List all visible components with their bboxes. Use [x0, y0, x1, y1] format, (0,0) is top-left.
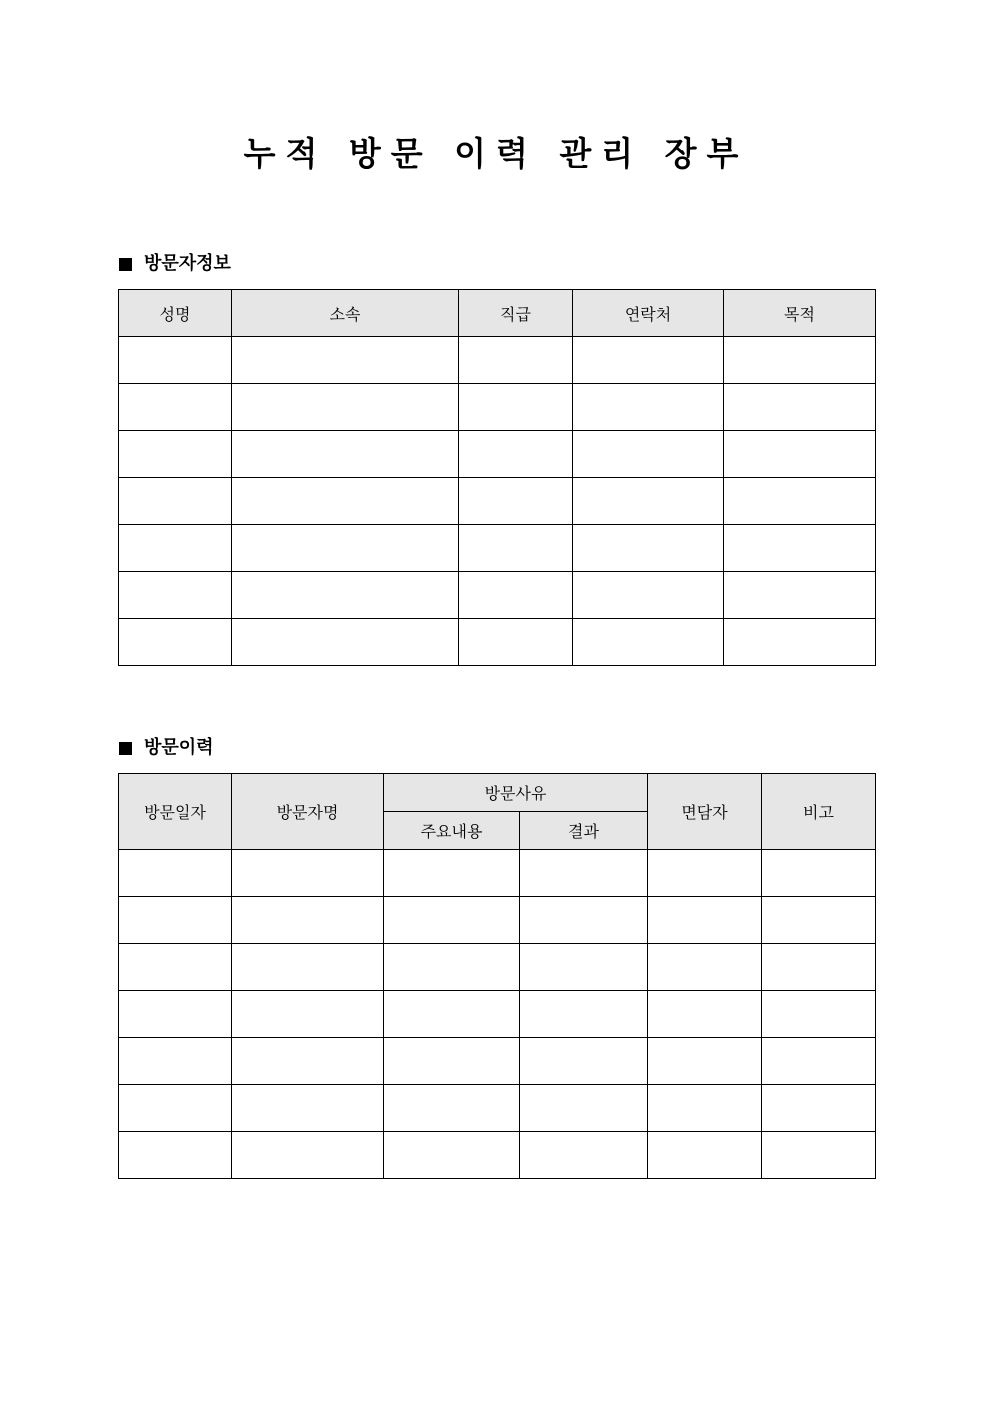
table-cell[interactable] [724, 478, 876, 525]
table-cell[interactable] [384, 1132, 520, 1179]
column-header-visit-date: 방문일자 [119, 774, 232, 850]
table-cell[interactable] [520, 850, 648, 897]
table-row [119, 431, 876, 478]
table-row [119, 384, 876, 431]
table-cell[interactable] [648, 1038, 762, 1085]
table-cell[interactable] [520, 897, 648, 944]
table-row [119, 1132, 876, 1179]
table-cell[interactable] [762, 991, 876, 1038]
table-cell[interactable] [232, 525, 459, 572]
table-row [119, 525, 876, 572]
table-cell[interactable] [520, 1132, 648, 1179]
table-row [119, 944, 876, 991]
table-cell[interactable] [232, 850, 384, 897]
table-cell[interactable] [119, 384, 232, 431]
table-row [119, 572, 876, 619]
table-cell[interactable] [520, 944, 648, 991]
table-cell[interactable] [459, 525, 573, 572]
table-cell[interactable] [232, 897, 384, 944]
table-cell[interactable] [762, 850, 876, 897]
table-cell[interactable] [232, 991, 384, 1038]
table-cell[interactable] [119, 1038, 232, 1085]
table-cell[interactable] [232, 944, 384, 991]
table-cell[interactable] [520, 991, 648, 1038]
table-cell[interactable] [459, 572, 573, 619]
table-cell[interactable] [119, 431, 232, 478]
table-cell[interactable] [573, 478, 724, 525]
table-cell[interactable] [232, 337, 459, 384]
visitor-info-heading [119, 252, 231, 276]
table-cell[interactable] [573, 384, 724, 431]
table-row [119, 991, 876, 1038]
table-cell[interactable] [724, 525, 876, 572]
table-cell[interactable] [762, 1085, 876, 1132]
table-cell[interactable] [573, 572, 724, 619]
document-title: 누적 방문 이력 관리 장부 [243, 134, 749, 173]
table-row [119, 850, 876, 897]
table-cell[interactable] [724, 572, 876, 619]
table-cell[interactable] [119, 897, 232, 944]
table-cell[interactable] [232, 619, 459, 666]
column-header-contact: 연락처 [573, 290, 724, 337]
table-cell[interactable] [119, 991, 232, 1038]
table-cell[interactable] [384, 944, 520, 991]
visitor-info-heading-label: 방문자정보 [144, 253, 231, 274]
visit-history-table-body [119, 850, 876, 1179]
visitor-table-body [119, 337, 876, 666]
history-header-row-1 [119, 774, 876, 812]
table-cell[interactable] [459, 431, 573, 478]
column-header-interviewer: 면담자 [648, 774, 762, 850]
column-header-position: 직급 [459, 290, 573, 337]
visitor-info-table [118, 289, 876, 666]
table-cell[interactable] [724, 619, 876, 666]
table-cell[interactable] [232, 478, 459, 525]
table-cell[interactable] [119, 850, 232, 897]
table-cell[interactable] [232, 1038, 384, 1085]
table-cell[interactable] [119, 1085, 232, 1132]
table-cell[interactable] [459, 619, 573, 666]
visit-history-table [118, 773, 876, 1179]
table-cell[interactable] [232, 572, 459, 619]
table-row [119, 1038, 876, 1085]
table-cell[interactable] [648, 1132, 762, 1179]
column-header-visitor-name: 방문자명 [232, 774, 384, 850]
table-cell[interactable] [762, 1038, 876, 1085]
table-cell[interactable] [232, 384, 459, 431]
column-header-main-content: 주요내용 [384, 812, 520, 850]
table-cell[interactable] [648, 1085, 762, 1132]
table-cell[interactable] [119, 944, 232, 991]
table-cell[interactable] [232, 431, 459, 478]
table-cell[interactable] [762, 1132, 876, 1179]
table-row [119, 619, 876, 666]
column-header-purpose: 목적 [724, 290, 876, 337]
table-row [119, 1085, 876, 1132]
table-row [119, 337, 876, 384]
table-row [119, 478, 876, 525]
table-cell[interactable] [520, 1085, 648, 1132]
table-cell[interactable] [573, 431, 724, 478]
visitor-header-row [119, 290, 876, 337]
table-cell[interactable] [459, 384, 573, 431]
table-cell[interactable] [648, 944, 762, 991]
table-cell[interactable] [384, 991, 520, 1038]
table-cell[interactable] [648, 850, 762, 897]
table-cell[interactable] [384, 850, 520, 897]
table-cell[interactable] [573, 337, 724, 384]
table-cell[interactable] [384, 1038, 520, 1085]
table-cell[interactable] [724, 337, 876, 384]
column-header-result: 결과 [520, 812, 648, 850]
table-cell[interactable] [573, 525, 724, 572]
black-square-bullet-icon [119, 742, 132, 755]
table-cell[interactable] [520, 1038, 648, 1085]
table-cell[interactable] [573, 619, 724, 666]
column-header-visit-reason: 방문사유 [384, 774, 648, 812]
table-cell[interactable] [119, 337, 232, 384]
table-cell[interactable] [459, 337, 573, 384]
table-cell[interactable] [119, 478, 232, 525]
table-cell[interactable] [232, 1132, 384, 1179]
visit-history-heading-label: 방문이력 [144, 737, 214, 758]
table-cell[interactable] [762, 897, 876, 944]
table-cell[interactable] [384, 1085, 520, 1132]
table-cell[interactable] [119, 1132, 232, 1179]
table-cell[interactable] [724, 431, 876, 478]
table-cell[interactable] [459, 478, 573, 525]
table-cell[interactable] [384, 897, 520, 944]
black-square-bullet-icon [119, 258, 132, 271]
column-header-name: 성명 [119, 290, 232, 337]
table-cell[interactable] [648, 897, 762, 944]
table-cell[interactable] [119, 619, 232, 666]
table-cell[interactable] [648, 991, 762, 1038]
table-cell[interactable] [119, 572, 232, 619]
table-cell[interactable] [119, 525, 232, 572]
table-cell[interactable] [232, 1085, 384, 1132]
table-cell[interactable] [762, 944, 876, 991]
table-row [119, 897, 876, 944]
column-header-affiliation: 소속 [232, 290, 459, 337]
column-header-remarks: 비고 [762, 774, 876, 850]
visit-history-heading [119, 736, 214, 760]
table-cell[interactable] [724, 384, 876, 431]
